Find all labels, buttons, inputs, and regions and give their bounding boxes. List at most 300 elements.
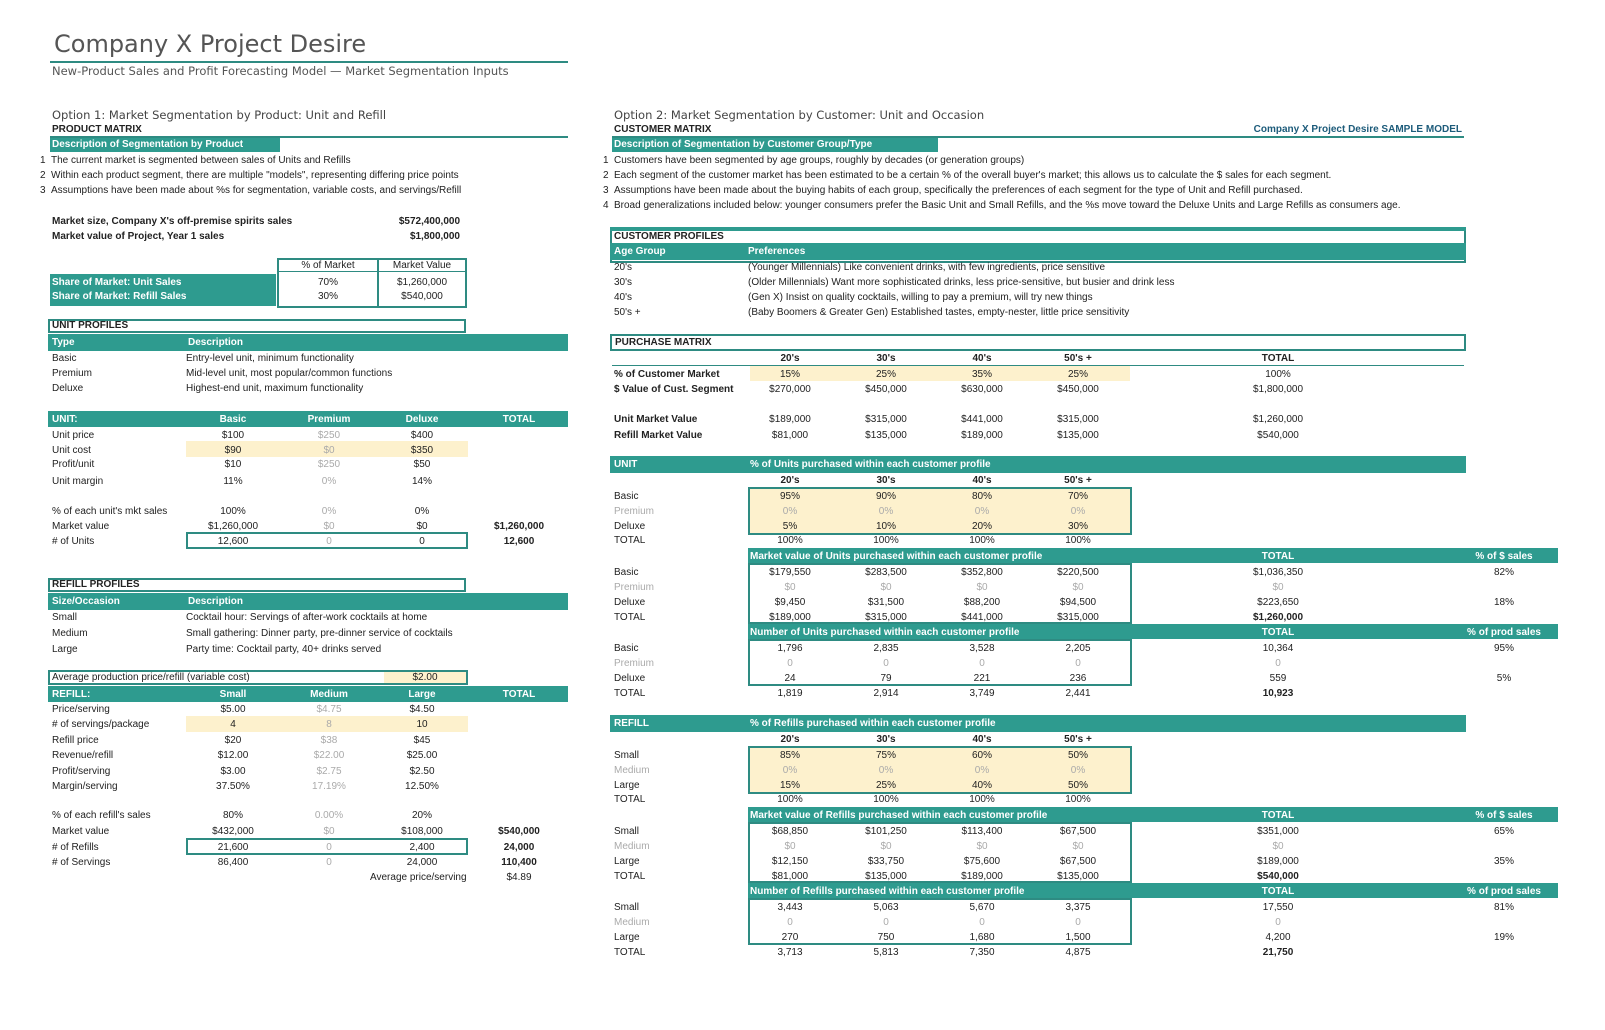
row-label: % of each refill's sales (52, 810, 151, 821)
segment-value-cell: $68,850 (771, 826, 809, 837)
table-cell: 21,600 (217, 842, 249, 853)
market-size-label: Market size, Company X's off-premise spirits sales (52, 216, 293, 227)
purchase-cell: $81,000 (771, 430, 809, 441)
segment-value-cell: $94,500 (1059, 597, 1097, 608)
table-cell: $50 (413, 459, 431, 470)
segment-value-cell: $31,500 (867, 597, 905, 608)
segment-pct-cell: 100% (969, 535, 995, 546)
option-1-heading: Option 1: Market Segmentation by Product: Unit and Refill (52, 108, 387, 122)
segment-count-cell: 750 (877, 932, 895, 943)
segment-count-cell: 5,670 (969, 902, 995, 913)
customer-profiles-title-bg (612, 231, 1464, 242)
unit-profiles-type-header: Type (52, 337, 75, 348)
segment-value-cell: $101,250 (865, 826, 907, 837)
segment-pct-cell: 0% (782, 765, 798, 776)
segment-total-cell: $0 (1272, 582, 1284, 593)
table-cell: $4.50 (409, 704, 435, 715)
profile-type: Premium (52, 368, 93, 379)
table-cell: $400 (410, 430, 434, 441)
table-header-cell: REFILL: (52, 689, 91, 700)
purchase-cell: $630,000 (961, 384, 1003, 395)
table-cell: $100 (221, 430, 245, 441)
segment-pct-cell: 100% (1065, 535, 1091, 546)
segment-col-header: 30's (876, 475, 896, 486)
avg-prod-label: Average production price/refill (variable cost) (52, 672, 250, 683)
segment-share-cell: 82% (1493, 567, 1514, 578)
segment-count-cell: 1,500 (1065, 932, 1091, 943)
segment-count-cell: 0 (1075, 917, 1081, 928)
segment-pct-cell: 100% (873, 794, 899, 805)
refill-profiles-header-band (48, 593, 568, 610)
segment-pct-cell: 75% (875, 750, 896, 761)
refill-section-label: REFILL (614, 718, 649, 729)
segment-count-cell: 5,813 (873, 947, 899, 958)
purchase-cell: $189,000 (769, 414, 811, 425)
segment-share-cell: 18% (1493, 597, 1514, 608)
purchase-cell: $540,000 (1257, 430, 1299, 441)
age-group: 50's + (614, 307, 641, 318)
purchase-row-label: % of Customer Market (614, 369, 720, 380)
profile-description: Mid-level unit, most popular/common functions (186, 368, 393, 379)
purchase-row-label: Unit Market Value (614, 414, 698, 425)
segment-value-cell: $0 (1072, 841, 1084, 852)
segment-row-label: TOTAL (614, 535, 646, 546)
segment-row-label: TOTAL (614, 871, 646, 882)
table-cell: 2,400 (409, 842, 435, 853)
segment-col-header: 50's + (1064, 475, 1092, 486)
table-cell: 20% (411, 810, 432, 821)
note-text: Assumptions have been made about the buying habits of each group, specifically the preferences of each segment for the type of Unit and Refill purchased. (614, 185, 1303, 196)
purchase-cell: $135,000 (865, 430, 907, 441)
unit-section-label: UNIT (614, 459, 638, 470)
segment-value-cell: $315,000 (865, 612, 907, 623)
segment-value-cell: $441,000 (961, 612, 1003, 623)
table-cell: $0 (323, 826, 335, 837)
table-cell: $0 (416, 521, 428, 532)
age-group-header: Age Group (614, 246, 666, 257)
mv-title: Market value of Refills purchased within each customer profile (750, 810, 1048, 821)
segment-pct-cell: 25% (875, 780, 896, 791)
table-header-cell: Medium (310, 689, 348, 700)
segment-total-cell: $351,000 (1257, 826, 1299, 837)
table-header-cell: Deluxe (405, 414, 439, 425)
share-refill-pct: 30% (317, 291, 338, 302)
segment-count-cell: 0 (883, 658, 889, 669)
table-cell: $1,260,000 (493, 521, 545, 532)
segment-pct-cell: 40% (971, 780, 992, 791)
table-cell: 8 (326, 719, 332, 730)
segment-total-cell: $223,650 (1257, 597, 1299, 608)
segment-value-cell: $220,500 (1057, 567, 1099, 578)
segment-pct-cell: 50% (1067, 780, 1088, 791)
segment-pct-cell: 100% (969, 794, 995, 805)
refill-section-band (610, 715, 1466, 732)
mv-share-header: % of $ sales (1475, 551, 1533, 562)
note-text: Assumptions have been made about %s for segmentation, variable costs, and servings/Refill (51, 185, 462, 196)
table-header-cell: Large (408, 689, 436, 700)
segment-total-cell: $1,260,000 (1252, 612, 1304, 623)
segment-count-cell: 0 (787, 917, 793, 928)
segment-share-cell: 35% (1493, 856, 1514, 867)
segment-share-cell: 5% (1496, 673, 1512, 684)
table-header-cell: Premium (307, 414, 351, 425)
segment-share-cell: 95% (1493, 643, 1514, 654)
segment-row-label: TOTAL (614, 794, 646, 805)
profile-size: Small (52, 612, 78, 623)
page-subtitle: New-Product Sales and Profit Forecasting Model — Market Segmentation Inputs (52, 64, 509, 78)
num-share-header: % of prod sales (1467, 886, 1541, 897)
segment-pct-cell: 95% (779, 491, 800, 502)
mv-share-header: % of $ sales (1475, 810, 1533, 821)
segment-pct-cell: 10% (875, 521, 896, 532)
avg-prod-value: $2.00 (412, 672, 438, 683)
segment-pct-cell: 100% (873, 535, 899, 546)
purchase-col-header: 50's + (1064, 353, 1092, 364)
refill-profiles-title: REFILL PROFILES (48, 578, 466, 592)
segment-count-cell: 3,375 (1065, 902, 1091, 913)
customer-profiles-header-band (610, 243, 1466, 260)
num-share-header: % of prod sales (1467, 627, 1541, 638)
segment-pct-cell: 0% (974, 506, 990, 517)
purchase-cell: 35% (971, 369, 992, 380)
segment-count-cell: 7,350 (969, 947, 995, 958)
segment-value-cell: $75,600 (963, 856, 1001, 867)
row-label: Market value (52, 521, 110, 532)
segment-value-cell: $0 (784, 841, 796, 852)
segment-pct-cell: 0% (974, 765, 990, 776)
segment-count-cell: 5,063 (873, 902, 899, 913)
purchase-col-header: 30's (876, 353, 896, 364)
segment-row-label: Deluxe (614, 673, 646, 684)
unit-profiles-desc-header: Description (188, 337, 244, 348)
purchase-cell: $189,000 (961, 430, 1003, 441)
preference-text: (Younger Millennials) Like convenient drinks, with few ingredients, price sensitive (748, 262, 1106, 273)
table-cell: $108,000 (401, 826, 443, 837)
segment-total-cell: 17,550 (1262, 902, 1294, 913)
segment-row-label: Small (614, 902, 640, 913)
share-unit-value: $1,260,000 (396, 277, 448, 288)
table-cell: 24,000 (406, 857, 438, 868)
row-label: # of Units (52, 536, 95, 547)
segment-col-header: 40's (972, 475, 992, 486)
row-label: Price/serving (52, 704, 110, 715)
purchase-row-label: $ Value of Cust. Segment (614, 384, 734, 395)
segment-count-cell: 1,819 (777, 688, 803, 699)
share-refill-value: $540,000 (401, 291, 443, 302)
unit-profiles-header-band (48, 334, 568, 351)
segment-value-cell: $283,500 (865, 567, 907, 578)
table-cell: 0 (326, 842, 332, 853)
row-label: Margin/serving (52, 781, 118, 792)
purchase-row-label: Refill Market Value (614, 430, 703, 441)
segment-pct-cell: 0% (878, 506, 894, 517)
table-header-cell: TOTAL (502, 689, 536, 700)
market-size-value: $572,400,000 (398, 216, 460, 227)
segment-pct-cell: 90% (875, 491, 896, 502)
segment-row-label: Basic (614, 567, 639, 578)
segment-pct-cell: 20% (971, 521, 992, 532)
purchase-col-header: 40's (972, 353, 992, 364)
segment-row-label: Large (614, 856, 640, 867)
segment-col-header: 40's (972, 734, 992, 745)
segment-total-cell: 10,364 (1262, 643, 1294, 654)
profile-type: Deluxe (52, 383, 84, 394)
note-number: 4 (603, 200, 609, 211)
segment-row-label: Basic (614, 491, 639, 502)
table-cell: $250 (317, 459, 341, 470)
market-value-value: $1,800,000 (409, 231, 460, 242)
table-cell: 4 (230, 719, 236, 730)
table-cell: 24,000 (503, 842, 535, 853)
segment-row-label: TOTAL (614, 947, 646, 958)
segment-value-cell: $0 (976, 841, 988, 852)
customer-profiles-title: CUSTOMER PROFILES (614, 231, 724, 242)
table-cell: $2.50 (409, 766, 435, 777)
note-text: Each segment of the customer market has been estimated to be a certain % of the overall buyer's market; this allows us to calculate the $ sales for each segment. (614, 170, 1332, 181)
segment-pct-cell: 15% (779, 780, 800, 791)
note-text: Within each product segment, there are multiple "models", representing differing price points (51, 170, 459, 181)
segment-row-label: Medium (614, 917, 650, 928)
segment-row-label: Basic (614, 643, 639, 654)
segment-value-cell: $88,200 (963, 597, 1001, 608)
customer-desc-header: Description of Segmentation by Customer Group/Type (612, 138, 938, 152)
segment-count-cell: 236 (1069, 673, 1087, 684)
row-label: # of servings/package (52, 719, 150, 730)
segment-row-label: Medium (614, 765, 650, 776)
segment-total-cell: $189,000 (1257, 856, 1299, 867)
share-header-rule (279, 271, 465, 272)
segment-pct-cell: 30% (1067, 521, 1088, 532)
segment-pct-cell: 0% (1070, 506, 1086, 517)
table-cell: $0 (323, 521, 335, 532)
purchase-cell: 25% (875, 369, 896, 380)
segment-total-cell: 0 (1275, 917, 1281, 928)
purchase-col-header: TOTAL (1261, 353, 1295, 364)
sample-model-label: Company X Project Desire SAMPLE MODEL (1253, 124, 1462, 135)
note-text: Customers have been segmented by age groups, roughly by decades (or generation groups) (614, 155, 1025, 166)
table-cell: $22.00 (313, 750, 345, 761)
segment-row-label: Premium (614, 506, 655, 517)
table-cell: 0.00% (314, 810, 344, 821)
table-header-cell: UNIT: (52, 414, 78, 425)
segment-pct-cell: 80% (971, 491, 992, 502)
segment-share-cell: 65% (1493, 826, 1514, 837)
market-value-label: Market value of Project, Year 1 sales (52, 231, 225, 242)
row-label: % of each unit's mkt sales (52, 506, 168, 517)
table-cell: $4.75 (316, 704, 342, 715)
table-header-cell: Basic (219, 414, 247, 425)
table-cell: $1,260,000 (207, 521, 259, 532)
segment-count-cell: 0 (979, 658, 985, 669)
segment-row-label: Deluxe (614, 597, 646, 608)
segment-pct-cell: 60% (971, 750, 992, 761)
table-cell: 10 (416, 719, 428, 730)
customer-matrix-label: CUSTOMER MATRIX (614, 124, 712, 135)
row-label: Profit/unit (52, 459, 95, 470)
segment-value-cell: $179,550 (769, 567, 811, 578)
refill-profiles-size-header: Size/Occasion (52, 596, 120, 607)
row-label: Unit price (52, 430, 95, 441)
segment-value-cell: $135,000 (1057, 871, 1099, 882)
table-cell: 80% (222, 810, 243, 821)
segment-pct-cell: 100% (1065, 794, 1091, 805)
segment-total-cell: $540,000 (1257, 871, 1299, 882)
table-cell: 110,400 (501, 857, 537, 868)
segment-col-header: 50's + (1064, 734, 1092, 745)
share-unit-label: Share of Market: Unit Sales (52, 277, 182, 288)
row-label: Unit margin (52, 476, 104, 487)
note-number: 2 (40, 170, 46, 181)
table-cell: $10 (224, 459, 242, 470)
row-label: # of Refills (52, 842, 99, 853)
unit-section-band (610, 456, 1466, 473)
table-cell: 14% (411, 476, 432, 487)
segment-pct-cell: 0% (782, 506, 798, 517)
note-number: 3 (40, 185, 46, 196)
num-title: Number of Units purchased within each customer profile (750, 627, 1020, 638)
segment-count-cell: 24 (784, 673, 796, 684)
segment-count-cell: 1,796 (777, 643, 803, 654)
segment-value-cell: $9,450 (774, 597, 806, 608)
age-group: 30's (614, 277, 633, 288)
segment-value-cell: $113,400 (961, 826, 1003, 837)
segment-value-cell: $12,150 (771, 856, 809, 867)
table-cell: 0 (326, 857, 332, 868)
segment-pct-cell: 100% (777, 535, 803, 546)
preference-text: (Baby Boomers & Greater Gen) Established tastes, empty-nester, little price sensitivity (748, 307, 1130, 318)
segment-count-cell: 2,205 (1065, 643, 1091, 654)
segment-value-cell: $0 (880, 582, 892, 593)
table-cell: 12,600 (217, 536, 249, 547)
note-number: 2 (603, 170, 609, 181)
mv-total-header: TOTAL (1261, 551, 1295, 562)
table-cell: 0 (326, 536, 332, 547)
purchase-cell: $135,000 (1057, 430, 1099, 441)
segment-value-cell: $189,000 (961, 871, 1003, 882)
purchase-cell: $315,000 (1057, 414, 1099, 425)
num-total-header: TOTAL (1261, 886, 1295, 897)
segment-count-cell: 3,528 (969, 643, 995, 654)
share-pct-header: % of Market (301, 260, 355, 271)
segment-pct-cell: 70% (1067, 491, 1088, 502)
avg-price-serving-label: Average price/serving (370, 872, 467, 883)
share-value-header: Market Value (392, 260, 452, 271)
profile-description: Highest-end unit, maximum functionality (186, 383, 364, 394)
table-cell: $90 (224, 445, 242, 456)
segment-value-cell: $0 (976, 582, 988, 593)
segment-pct-cell: 85% (779, 750, 800, 761)
purchase-col-header: 20's (780, 353, 800, 364)
table-cell: $25.00 (406, 750, 438, 761)
unit-profiles-title: UNIT PROFILES (48, 319, 466, 333)
age-group: 40's (614, 292, 633, 303)
segment-count-cell: 270 (781, 932, 799, 943)
segment-count-cell: 79 (880, 673, 892, 684)
segment-col-header: 20's (780, 734, 800, 745)
option-2-heading: Option 2: Market Segmentation by Customer: Unit and Occasion (614, 108, 985, 122)
profile-description: Entry-level unit, minimum functionality (186, 353, 354, 364)
segment-col-header: 30's (876, 734, 896, 745)
preference-text: (Older Millennials) Want more sophisticated drinks, less price-sensitive, but busier and drink less (748, 277, 1175, 288)
segment-total-cell: 21,750 (1262, 947, 1294, 958)
table-cell: $38 (320, 735, 338, 746)
row-label: Market value (52, 826, 110, 837)
purchase-cell: $270,000 (769, 384, 811, 395)
profile-type: Basic (52, 353, 77, 364)
segment-count-cell: 3,713 (777, 947, 803, 958)
segment-total-cell: 4,200 (1265, 932, 1291, 943)
mv-title: Market value of Units purchased within each customer profile (750, 551, 1043, 562)
segment-value-cell: $315,000 (1057, 612, 1099, 623)
table-cell: $0 (323, 445, 335, 456)
page-title: Company X Project Desire (54, 30, 367, 58)
table-cell: 12,600 (503, 536, 535, 547)
num-title: Number of Refills purchased within each customer profile (750, 886, 1025, 897)
purchase-cell: 100% (1265, 369, 1291, 380)
segment-count-cell: 221 (973, 673, 991, 684)
row-label: Refill price (52, 735, 99, 746)
row-label: Revenue/refill (52, 750, 114, 761)
table-cell: $45 (413, 735, 431, 746)
note-text: The current market is segmented between sales of Units and Refills (51, 155, 351, 166)
segment-count-cell: 0 (787, 658, 793, 669)
refill-profiles-desc-header: Description (188, 596, 244, 607)
segment-count-cell: 2,835 (873, 643, 899, 654)
table-cell: 37.50% (216, 781, 250, 792)
purchase-cell: $315,000 (865, 414, 907, 425)
table-cell: 17.19% (312, 781, 346, 792)
segment-value-cell: $67,500 (1059, 826, 1097, 837)
product-desc-header: Description of Segmentation by Product (50, 138, 280, 152)
table-header-cell: TOTAL (502, 414, 536, 425)
age-group: 20's (614, 262, 633, 273)
table-cell: $350 (410, 445, 434, 456)
segment-col-header: 20's (780, 475, 800, 486)
product-matrix-label: PRODUCT MATRIX (52, 124, 142, 135)
preference-text: (Gen X) Insist on quality cocktails, willing to pay a premium, will try new things (748, 292, 1093, 303)
segment-total-cell: $1,036,350 (1252, 567, 1304, 578)
segment-row-label: Premium (614, 582, 655, 593)
purchase-cell: $450,000 (1057, 384, 1099, 395)
share-unit-pct: 70% (317, 277, 338, 288)
segment-row-label: Large (614, 780, 640, 791)
segment-value-cell: $135,000 (865, 871, 907, 882)
title-rule (50, 61, 568, 63)
profile-description: Small gathering: Dinner party, pre-dinner service of cocktails (186, 628, 453, 639)
segment-count-cell: 4,875 (1065, 947, 1091, 958)
table-cell: $5.00 (220, 704, 246, 715)
segment-value-cell: $33,750 (867, 856, 905, 867)
segment-row-label: TOTAL (614, 688, 646, 699)
preferences-header: Preferences (748, 246, 806, 257)
segment-count-cell: 3,443 (777, 902, 803, 913)
mv-total-header: TOTAL (1261, 810, 1295, 821)
share-refill-label: Share of Market: Refill Sales (52, 291, 187, 302)
table-cell: $2.75 (316, 766, 342, 777)
segment-value-cell: $189,000 (769, 612, 811, 623)
table-cell: 0 (419, 536, 425, 547)
table-cell: 0% (414, 506, 430, 517)
row-label: # of Servings (52, 857, 111, 868)
purchase-cell: $450,000 (865, 384, 907, 395)
table-cell: $12.00 (217, 750, 249, 761)
profile-description: Cocktail hour: Servings of after-work cocktails at home (186, 612, 428, 623)
segment-total-cell: 0 (1275, 658, 1281, 669)
segment-pct-cell: 50% (1067, 750, 1088, 761)
purchase-cell: $1,800,000 (1252, 384, 1304, 395)
table-cell: 0% (321, 506, 337, 517)
segment-row-label: Deluxe (614, 521, 646, 532)
